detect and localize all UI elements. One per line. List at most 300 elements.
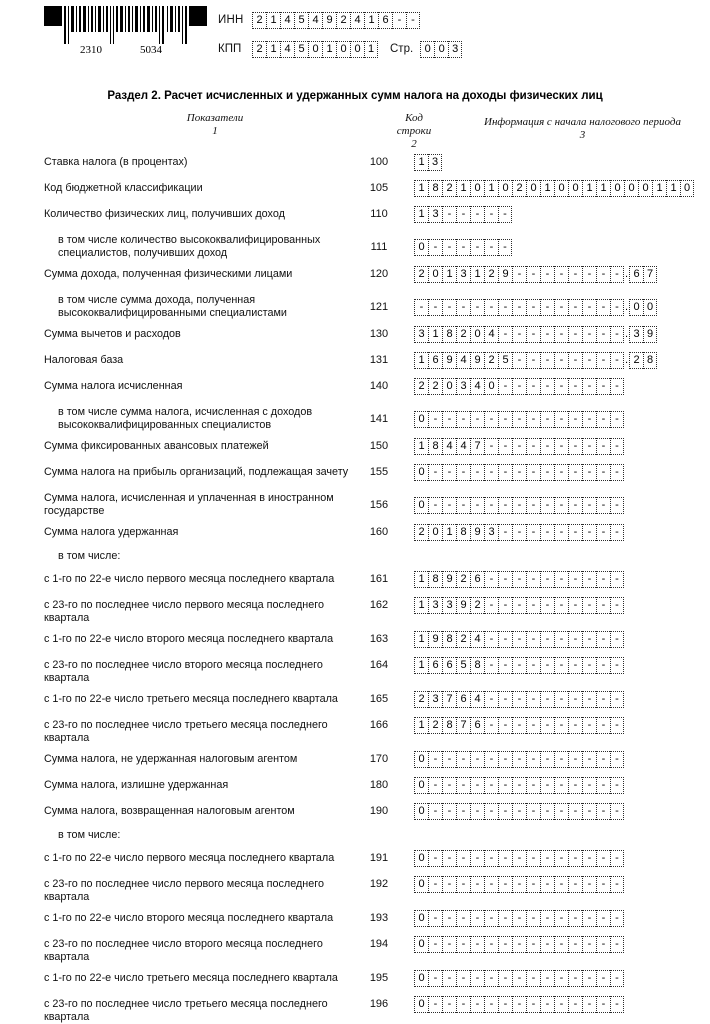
value-cell[interactable]: 4 — [308, 12, 322, 29]
row-value-cells[interactable] — [414, 657, 624, 674]
row-value-cells[interactable] — [414, 438, 624, 455]
value-cell[interactable]: - — [540, 438, 554, 455]
value-cell[interactable]: - — [526, 803, 540, 820]
value-cell[interactable]: - — [540, 524, 554, 541]
value-cell[interactable]: - — [526, 497, 540, 514]
value-cell[interactable]: 7 — [456, 717, 470, 734]
value-cell[interactable]: - — [610, 438, 624, 455]
value-cell[interactable]: 0 — [414, 910, 428, 927]
row-value-field[interactable] — [414, 411, 624, 428]
value-cell[interactable]: - — [568, 299, 582, 316]
value-cell[interactable]: - — [568, 571, 582, 588]
value-cell[interactable]: - — [540, 571, 554, 588]
value-cell[interactable]: - — [596, 910, 610, 927]
value-cell[interactable]: - — [428, 497, 442, 514]
row-value-cells[interactable] — [414, 464, 624, 481]
value-cell[interactable]: - — [512, 803, 526, 820]
value-cell[interactable]: - — [596, 996, 610, 1013]
value-cell[interactable]: - — [392, 12, 406, 29]
row-value-cells[interactable] — [414, 299, 624, 316]
value-cell[interactable]: - — [512, 850, 526, 867]
value-cell[interactable]: - — [512, 411, 526, 428]
value-cell[interactable]: - — [512, 497, 526, 514]
value-cell[interactable]: - — [596, 464, 610, 481]
row-value-cells[interactable] — [414, 691, 624, 708]
value-cell[interactable]: - — [554, 657, 568, 674]
value-cell[interactable]: - — [512, 464, 526, 481]
value-cell[interactable]: - — [554, 850, 568, 867]
value-cell[interactable]: - — [442, 411, 456, 428]
value-cell[interactable]: - — [568, 910, 582, 927]
row-value-field[interactable] — [414, 464, 624, 481]
row-decimal-cells[interactable] — [629, 266, 657, 283]
value-cell[interactable]: 1 — [322, 41, 336, 58]
value-cell[interactable]: - — [498, 751, 512, 768]
row-value-field[interactable] — [414, 657, 624, 674]
value-cell[interactable]: - — [456, 751, 470, 768]
value-cell[interactable]: 8 — [470, 657, 484, 674]
value-cell[interactable]: - — [554, 936, 568, 953]
value-cell[interactable]: - — [596, 717, 610, 734]
value-cell[interactable]: - — [456, 996, 470, 1013]
inn-field[interactable] — [252, 12, 420, 29]
kpp-field[interactable] — [252, 41, 378, 58]
value-cell[interactable]: - — [498, 326, 512, 343]
value-cell[interactable]: 2 — [336, 12, 350, 29]
value-cell[interactable]: 8 — [456, 524, 470, 541]
value-cell[interactable]: 2 — [414, 266, 428, 283]
value-cell[interactable]: - — [540, 970, 554, 987]
value-cell[interactable]: 0 — [434, 41, 448, 58]
value-cell[interactable]: - — [512, 936, 526, 953]
value-cell[interactable]: - — [582, 497, 596, 514]
row-value-cells[interactable] — [414, 717, 624, 734]
value-cell[interactable]: - — [470, 497, 484, 514]
value-cell[interactable]: - — [484, 497, 498, 514]
value-cell[interactable]: - — [498, 996, 512, 1013]
value-cell[interactable]: - — [456, 497, 470, 514]
value-cell[interactable]: - — [484, 597, 498, 614]
value-cell[interactable]: - — [456, 936, 470, 953]
value-cell[interactable]: - — [568, 876, 582, 893]
value-cell[interactable]: 0 — [470, 326, 484, 343]
value-cell[interactable]: - — [610, 631, 624, 648]
value-cell[interactable]: 2 — [456, 326, 470, 343]
value-cell[interactable]: - — [484, 717, 498, 734]
value-cell[interactable]: - — [498, 411, 512, 428]
value-cell[interactable]: - — [582, 631, 596, 648]
row-value-field[interactable] — [414, 751, 624, 768]
value-cell[interactable]: - — [596, 497, 610, 514]
value-cell[interactable]: - — [442, 910, 456, 927]
value-cell[interactable]: - — [582, 571, 596, 588]
row-value-field[interactable] — [414, 571, 624, 588]
value-cell[interactable]: - — [568, 266, 582, 283]
value-cell[interactable]: - — [498, 631, 512, 648]
value-cell[interactable]: 6 — [442, 657, 456, 674]
value-cell[interactable]: - — [540, 326, 554, 343]
value-cell[interactable]: 5 — [294, 12, 308, 29]
row-value-field[interactable] — [414, 936, 624, 953]
row-value-field[interactable] — [414, 206, 512, 223]
value-cell[interactable]: 9 — [442, 571, 456, 588]
value-cell[interactable]: - — [484, 751, 498, 768]
value-cell[interactable]: - — [582, 438, 596, 455]
value-cell[interactable]: - — [484, 996, 498, 1013]
value-cell[interactable]: - — [484, 239, 498, 256]
value-cell[interactable]: - — [582, 464, 596, 481]
page-number-field[interactable] — [420, 41, 462, 58]
value-cell[interactable]: 8 — [428, 571, 442, 588]
value-cell[interactable]: - — [582, 751, 596, 768]
value-cell[interactable]: - — [456, 970, 470, 987]
value-cell[interactable]: 0 — [414, 850, 428, 867]
value-cell[interactable]: - — [610, 597, 624, 614]
row-value-cells[interactable] — [414, 571, 624, 588]
row-value-field[interactable] — [414, 239, 512, 256]
value-cell[interactable]: - — [484, 910, 498, 927]
value-cell[interactable]: - — [470, 411, 484, 428]
value-cell[interactable]: 2 — [414, 691, 428, 708]
value-cell[interactable]: 3 — [484, 524, 498, 541]
value-cell[interactable]: - — [428, 970, 442, 987]
value-cell[interactable]: 6 — [629, 266, 643, 283]
value-cell[interactable]: 1 — [414, 717, 428, 734]
value-cell[interactable]: - — [540, 850, 554, 867]
value-cell[interactable]: 2 — [456, 631, 470, 648]
value-cell[interactable]: 0 — [498, 180, 512, 197]
value-cell[interactable]: - — [568, 438, 582, 455]
value-cell[interactable]: - — [526, 266, 540, 283]
value-cell[interactable]: - — [484, 777, 498, 794]
value-cell[interactable]: - — [414, 299, 428, 316]
value-cell[interactable]: 0 — [414, 803, 428, 820]
value-cell[interactable]: - — [582, 657, 596, 674]
value-cell[interactable]: 2 — [414, 524, 428, 541]
value-cell[interactable]: - — [540, 411, 554, 428]
value-cell[interactable]: - — [442, 299, 456, 316]
value-cell[interactable]: - — [582, 691, 596, 708]
value-cell[interactable]: - — [526, 631, 540, 648]
value-cell[interactable]: - — [498, 438, 512, 455]
value-cell[interactable]: 1 — [596, 180, 610, 197]
row-value-cells[interactable] — [414, 326, 624, 343]
value-cell[interactable]: - — [442, 803, 456, 820]
value-cell[interactable]: - — [512, 876, 526, 893]
value-cell[interactable]: - — [512, 438, 526, 455]
value-cell[interactable]: - — [554, 970, 568, 987]
value-cell[interactable]: 3 — [456, 266, 470, 283]
value-cell[interactable]: 4 — [456, 352, 470, 369]
value-cell[interactable]: - — [526, 464, 540, 481]
row-value-cells[interactable] — [414, 996, 624, 1013]
value-cell[interactable]: - — [568, 378, 582, 395]
value-cell[interactable]: 9 — [322, 12, 336, 29]
value-cell[interactable]: - — [484, 876, 498, 893]
row-value-cells[interactable] — [414, 352, 624, 369]
value-cell[interactable]: - — [484, 631, 498, 648]
value-cell[interactable]: - — [582, 876, 596, 893]
value-cell[interactable]: - — [470, 910, 484, 927]
value-cell[interactable]: - — [442, 751, 456, 768]
row-value-cells[interactable] — [414, 378, 624, 395]
value-cell[interactable]: - — [512, 597, 526, 614]
value-cell[interactable]: 0 — [428, 266, 442, 283]
value-cell[interactable]: 1 — [414, 597, 428, 614]
row-value-cells[interactable] — [414, 154, 442, 171]
value-cell[interactable]: - — [596, 777, 610, 794]
value-cell[interactable]: - — [610, 970, 624, 987]
value-cell[interactable]: 1 — [582, 180, 596, 197]
row-decimal-cells[interactable] — [629, 352, 657, 369]
value-cell[interactable]: 3 — [442, 597, 456, 614]
value-cell[interactable]: - — [582, 803, 596, 820]
row-value-field[interactable] — [414, 524, 624, 541]
value-cell[interactable]: - — [456, 777, 470, 794]
value-cell[interactable]: - — [484, 206, 498, 223]
row-value-cells[interactable] — [414, 803, 624, 820]
row-value-field[interactable] — [414, 266, 657, 283]
value-cell[interactable]: 1 — [414, 206, 428, 223]
value-cell[interactable]: - — [568, 657, 582, 674]
row-decimal-cells[interactable] — [629, 299, 657, 316]
row-value-cells[interactable] — [414, 239, 512, 256]
value-cell[interactable]: - — [582, 378, 596, 395]
value-cell[interactable]: - — [484, 464, 498, 481]
value-cell[interactable]: - — [428, 239, 442, 256]
value-cell[interactable]: - — [610, 411, 624, 428]
value-cell[interactable]: - — [484, 657, 498, 674]
value-cell[interactable]: - — [428, 299, 442, 316]
value-cell[interactable]: - — [428, 464, 442, 481]
value-cell[interactable]: - — [554, 876, 568, 893]
value-cell[interactable]: - — [498, 206, 512, 223]
value-cell[interactable]: 0 — [336, 41, 350, 58]
value-cell[interactable]: - — [526, 996, 540, 1013]
value-cell[interactable]: 1 — [470, 266, 484, 283]
row-value-cells[interactable] — [414, 206, 512, 223]
value-cell[interactable]: - — [554, 751, 568, 768]
value-cell[interactable]: - — [484, 850, 498, 867]
value-cell[interactable]: - — [596, 876, 610, 893]
value-cell[interactable]: 4 — [280, 12, 294, 29]
value-cell[interactable]: - — [512, 299, 526, 316]
value-cell[interactable]: - — [526, 571, 540, 588]
value-cell[interactable]: 1 — [456, 180, 470, 197]
value-cell[interactable]: - — [484, 411, 498, 428]
value-cell[interactable]: - — [512, 266, 526, 283]
value-cell[interactable]: - — [526, 751, 540, 768]
value-cell[interactable]: - — [568, 464, 582, 481]
row-value-field[interactable] — [414, 154, 442, 171]
value-cell[interactable]: - — [554, 691, 568, 708]
value-cell[interactable]: 6 — [428, 352, 442, 369]
value-cell[interactable]: - — [470, 751, 484, 768]
value-cell[interactable]: - — [582, 850, 596, 867]
value-cell[interactable]: - — [554, 597, 568, 614]
value-cell[interactable]: 2 — [629, 352, 643, 369]
value-cell[interactable]: - — [540, 876, 554, 893]
value-cell[interactable]: 3 — [448, 41, 462, 58]
value-cell[interactable]: - — [596, 850, 610, 867]
value-cell[interactable]: - — [484, 299, 498, 316]
row-value-cells[interactable] — [414, 266, 624, 283]
value-cell[interactable]: - — [582, 970, 596, 987]
value-cell[interactable]: 8 — [442, 631, 456, 648]
value-cell[interactable]: - — [582, 266, 596, 283]
value-cell[interactable]: 7 — [643, 266, 657, 283]
value-cell[interactable]: - — [596, 266, 610, 283]
row-decimal-cells[interactable] — [629, 326, 657, 343]
value-cell[interactable]: 7 — [442, 691, 456, 708]
value-cell[interactable]: - — [568, 803, 582, 820]
value-cell[interactable]: - — [568, 524, 582, 541]
value-cell[interactable]: - — [554, 326, 568, 343]
row-value-field[interactable] — [414, 717, 624, 734]
value-cell[interactable]: - — [610, 497, 624, 514]
value-cell[interactable]: - — [568, 352, 582, 369]
value-cell[interactable]: - — [498, 299, 512, 316]
value-cell[interactable]: - — [498, 464, 512, 481]
value-cell[interactable]: - — [568, 936, 582, 953]
value-cell[interactable]: - — [498, 239, 512, 256]
row-value-cells[interactable] — [414, 497, 624, 514]
value-cell[interactable]: - — [442, 464, 456, 481]
value-cell[interactable]: - — [498, 571, 512, 588]
value-cell[interactable]: - — [596, 438, 610, 455]
value-cell[interactable]: 5 — [456, 657, 470, 674]
row-value-cells[interactable] — [414, 751, 624, 768]
value-cell[interactable]: 1 — [428, 326, 442, 343]
value-cell[interactable]: - — [540, 597, 554, 614]
value-cell[interactable]: - — [610, 936, 624, 953]
value-cell[interactable]: 0 — [484, 378, 498, 395]
value-cell[interactable]: - — [568, 996, 582, 1013]
value-cell[interactable]: 0 — [568, 180, 582, 197]
value-cell[interactable]: - — [582, 411, 596, 428]
value-cell[interactable]: 3 — [428, 597, 442, 614]
value-cell[interactable]: - — [428, 751, 442, 768]
value-cell[interactable]: - — [540, 717, 554, 734]
value-cell[interactable]: - — [596, 326, 610, 343]
value-cell[interactable]: - — [540, 996, 554, 1013]
value-cell[interactable]: 1 — [414, 631, 428, 648]
row-value-field[interactable] — [414, 910, 624, 927]
value-cell[interactable]: - — [498, 524, 512, 541]
value-cell[interactable]: - — [512, 970, 526, 987]
value-cell[interactable]: 2 — [414, 378, 428, 395]
value-cell[interactable]: - — [596, 631, 610, 648]
value-cell[interactable]: - — [470, 206, 484, 223]
value-cell[interactable]: - — [554, 438, 568, 455]
value-cell[interactable]: - — [596, 299, 610, 316]
value-cell[interactable]: - — [442, 497, 456, 514]
value-cell[interactable]: 9 — [643, 326, 657, 343]
value-cell[interactable]: 2 — [512, 180, 526, 197]
value-cell[interactable]: - — [610, 691, 624, 708]
value-cell[interactable]: 1 — [414, 154, 428, 171]
value-cell[interactable]: - — [554, 299, 568, 316]
row-value-field[interactable] — [414, 631, 624, 648]
value-cell[interactable]: 0 — [414, 996, 428, 1013]
value-cell[interactable]: 7 — [470, 438, 484, 455]
value-cell[interactable]: 1 — [414, 657, 428, 674]
value-cell[interactable]: - — [540, 777, 554, 794]
value-cell[interactable]: - — [582, 910, 596, 927]
value-cell[interactable]: - — [428, 996, 442, 1013]
value-cell[interactable]: 9 — [456, 597, 470, 614]
value-cell[interactable]: - — [512, 996, 526, 1013]
value-cell[interactable]: 1 — [266, 41, 280, 58]
value-cell[interactable]: - — [596, 411, 610, 428]
value-cell[interactable]: - — [498, 850, 512, 867]
value-cell[interactable]: - — [498, 597, 512, 614]
value-cell[interactable]: 9 — [442, 352, 456, 369]
row-value-field[interactable] — [414, 850, 624, 867]
value-cell[interactable]: - — [442, 996, 456, 1013]
value-cell[interactable]: - — [554, 777, 568, 794]
value-cell[interactable]: - — [428, 910, 442, 927]
value-cell[interactable]: - — [568, 631, 582, 648]
value-cell[interactable]: - — [568, 777, 582, 794]
value-cell[interactable]: - — [596, 524, 610, 541]
value-cell[interactable]: - — [582, 936, 596, 953]
row-value-cells[interactable] — [414, 850, 624, 867]
value-cell[interactable]: 0 — [470, 180, 484, 197]
value-cell[interactable]: - — [610, 803, 624, 820]
value-cell[interactable]: - — [512, 378, 526, 395]
value-cell[interactable]: 2 — [252, 41, 266, 58]
value-cell[interactable]: - — [526, 352, 540, 369]
value-cell[interactable]: - — [428, 936, 442, 953]
value-cell[interactable]: 0 — [414, 936, 428, 953]
value-cell[interactable]: - — [470, 970, 484, 987]
value-cell[interactable]: - — [540, 657, 554, 674]
value-cell[interactable]: - — [456, 239, 470, 256]
value-cell[interactable]: - — [512, 657, 526, 674]
value-cell[interactable]: - — [484, 970, 498, 987]
value-cell[interactable]: - — [582, 352, 596, 369]
value-cell[interactable]: 5 — [294, 41, 308, 58]
value-cell[interactable]: 6 — [470, 717, 484, 734]
value-cell[interactable]: - — [610, 910, 624, 927]
value-cell[interactable]: - — [610, 751, 624, 768]
value-cell[interactable]: - — [540, 631, 554, 648]
value-cell[interactable]: - — [610, 326, 624, 343]
row-value-cells[interactable] — [414, 910, 624, 927]
value-cell[interactable]: 8 — [428, 180, 442, 197]
value-cell[interactable]: - — [470, 803, 484, 820]
value-cell[interactable]: - — [568, 411, 582, 428]
value-cell[interactable]: - — [406, 12, 420, 29]
row-value-field[interactable] — [414, 777, 624, 794]
value-cell[interactable]: 6 — [378, 12, 392, 29]
value-cell[interactable]: 0 — [414, 497, 428, 514]
value-cell[interactable]: - — [596, 751, 610, 768]
value-cell[interactable]: - — [554, 571, 568, 588]
value-cell[interactable]: - — [498, 936, 512, 953]
value-cell[interactable]: 0 — [629, 299, 643, 316]
value-cell[interactable]: - — [512, 691, 526, 708]
value-cell[interactable]: - — [540, 936, 554, 953]
value-cell[interactable]: - — [498, 657, 512, 674]
value-cell[interactable]: - — [610, 378, 624, 395]
value-cell[interactable]: - — [484, 438, 498, 455]
value-cell[interactable]: - — [526, 910, 540, 927]
value-cell[interactable]: 6 — [470, 571, 484, 588]
row-value-field[interactable] — [414, 299, 657, 316]
value-cell[interactable]: - — [540, 266, 554, 283]
